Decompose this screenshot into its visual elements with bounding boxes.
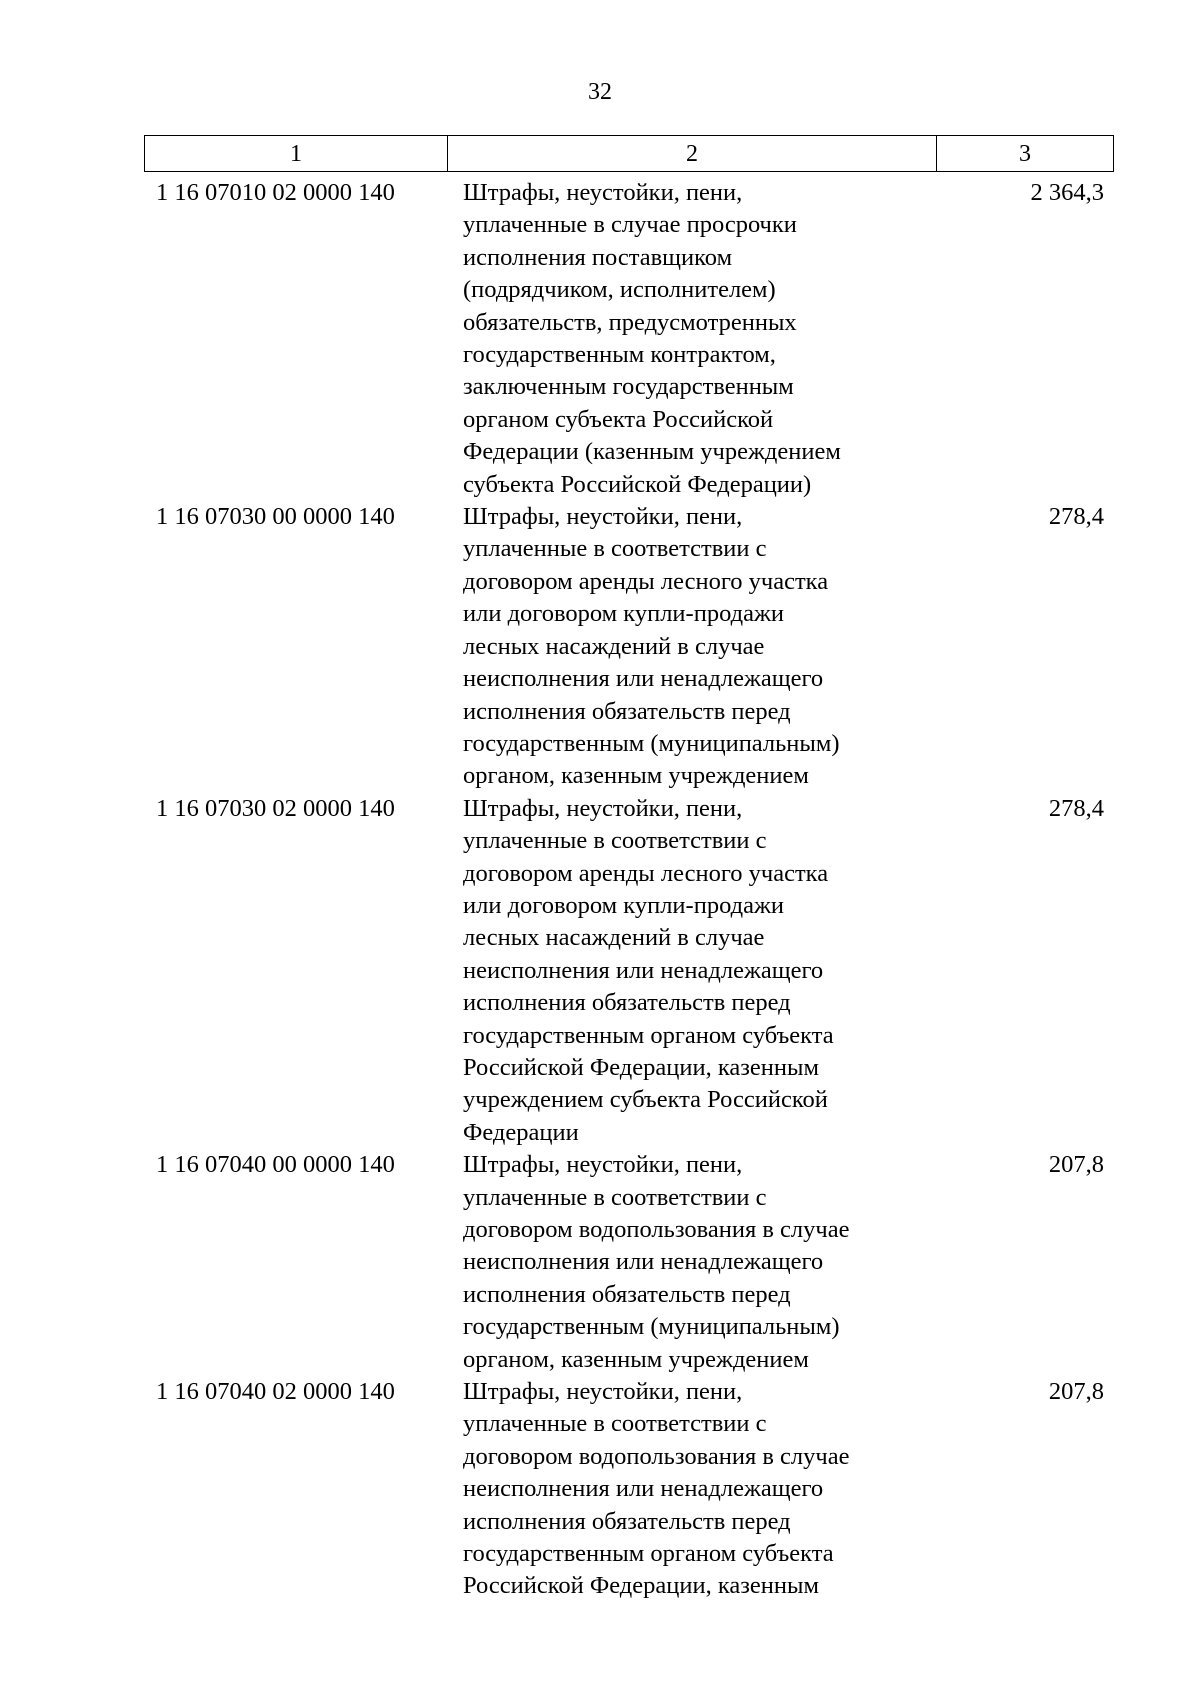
row-amount: 278,4	[1048, 503, 1104, 531]
table-row	[144, 1376, 1114, 1603]
description-line: органом субъекта Российской	[463, 405, 774, 433]
description-line: Российской Федерации, казенным	[463, 1572, 819, 1600]
description-line: Штрафы, неустойки, пени,	[463, 794, 743, 822]
row-amount: 278,4	[1048, 794, 1104, 822]
description-line: уплаченные в соответствии с	[463, 827, 767, 855]
description-line: лесных насаждений в случае	[463, 632, 765, 660]
description-line: договором аренды лесного участка	[463, 567, 829, 595]
table-row	[144, 177, 1114, 501]
table-row	[144, 1149, 1114, 1376]
description-line: исполнения обязательств перед	[463, 1280, 791, 1308]
description-line: заключенным государственным	[463, 373, 794, 401]
description-line: органом, казенным учреждением	[463, 1345, 809, 1373]
description-line: исполнения обязательств перед	[463, 989, 791, 1017]
description-line: Федерации	[463, 1118, 579, 1146]
description-line: государственным (муниципальным)	[463, 1313, 840, 1341]
row-description	[449, 177, 919, 501]
description-line: уплаченные в соответствии с	[463, 1183, 767, 1211]
description-line: Российской Федерации, казенным	[463, 1053, 819, 1081]
page-number: 32	[588, 79, 612, 105]
description-line: неисполнения или ненадлежащего	[463, 1475, 824, 1503]
row-amount: 2 364,3	[1030, 179, 1104, 206]
description-line: или договором купли-продажи	[463, 891, 784, 919]
description-line: Федерации (казенным учреждением	[463, 438, 841, 466]
table-row	[144, 793, 1114, 1149]
description-line: (подрядчиком, исполнителем)	[463, 276, 776, 304]
description-line: субъекта Российской Федерации)	[463, 470, 812, 498]
row-code: 1 16 07030 02 0000 140	[156, 794, 395, 822]
row-description	[449, 1376, 919, 1603]
description-line: государственным органом субъекта	[463, 1021, 834, 1049]
description-line: уплаченные в соответствии с	[463, 1410, 767, 1438]
row-code: 1 16 07040 00 0000 140	[156, 1151, 395, 1179]
row-amount: 207,8	[1048, 1151, 1104, 1179]
description-line: неисполнения или ненадлежащего	[463, 956, 824, 984]
header-col-3: 3	[1019, 140, 1031, 167]
description-line: Штрафы, неустойки, пени,	[463, 1378, 743, 1406]
description-line: уплаченные в соответствии с	[463, 535, 767, 563]
row-code: 1 16 07040 02 0000 140	[156, 1378, 395, 1406]
description-line: исполнения обязательств перед	[463, 697, 791, 725]
description-line: обязательств, предусмотренных	[463, 308, 797, 336]
description-line: органом, казенным учреждением	[463, 762, 809, 790]
row-code: 1 16 07010 02 0000 140	[156, 179, 395, 206]
description-line: государственным органом субъекта	[463, 1540, 834, 1568]
description-line: или договором купли-продажи	[463, 600, 784, 628]
header-col-1: 1	[145, 136, 448, 171]
description-line: договором аренды лесного участка	[463, 859, 829, 887]
row-description	[449, 793, 919, 1149]
row-description	[449, 501, 919, 793]
description-line: уплаченные в случае просрочки	[463, 211, 797, 239]
description-line: лесных насаждений в случае	[463, 924, 765, 952]
row-amount: 207,8	[1048, 1378, 1104, 1406]
description-line: исполнения обязательств перед	[463, 1507, 791, 1535]
row-code: 1 16 07030 00 0000 140	[156, 503, 395, 531]
description-line: неисполнения или ненадлежащего	[463, 1248, 824, 1276]
description-line: государственным контрактом,	[463, 341, 776, 369]
description-line: Штрафы, неустойки, пени,	[463, 1151, 743, 1179]
description-line: государственным (муниципальным)	[463, 729, 840, 757]
description-line: учреждением субъекта Российской	[463, 1086, 828, 1114]
description-line: Штрафы, неустойки, пени,	[463, 503, 743, 531]
header-col-2: 2	[448, 136, 937, 171]
row-description	[449, 1149, 919, 1376]
table-header	[144, 135, 1114, 172]
description-line: договором водопользования в случае	[463, 1216, 850, 1243]
description-line: исполнения поставщиком	[463, 243, 733, 271]
table-row	[144, 501, 1114, 793]
description-line: неисполнения или ненадлежащего	[463, 665, 824, 693]
description-line: Штрафы, неустойки, пени,	[463, 179, 743, 206]
table-body	[144, 177, 1114, 1603]
description-line: договором водопользования в случае	[463, 1442, 850, 1470]
